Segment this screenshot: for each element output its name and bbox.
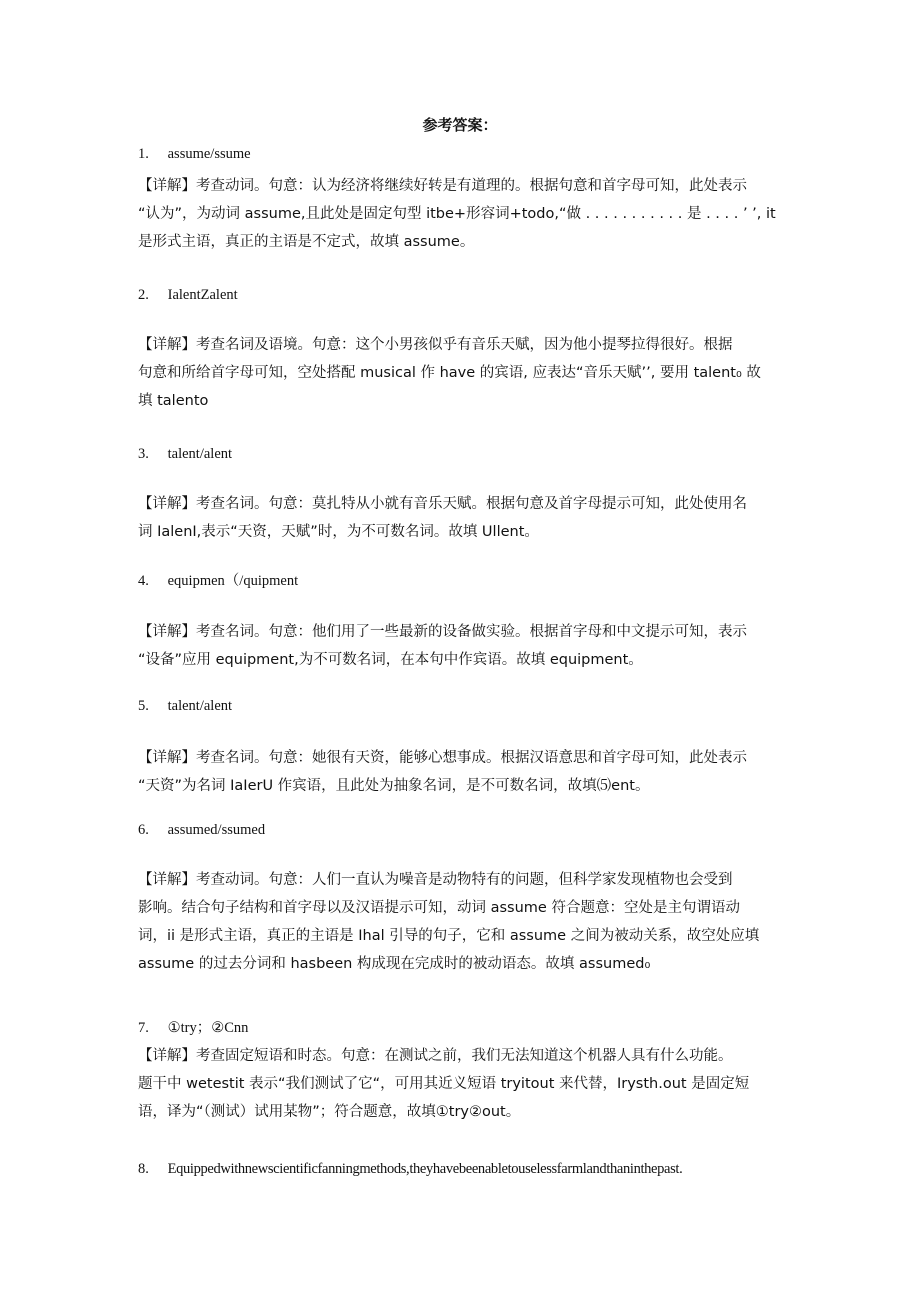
- answer-line-6: [138, 822, 265, 839]
- explanation-line: 【详解】考查动词。句意：认为经济将继续好转是有道理的。根据句意和首字母可知，此处表示: [138, 178, 747, 194]
- explanation-line: 是形式主语，真正的主语是不定式，故填 assume。: [138, 234, 475, 250]
- explanation-line: 语，译为“（测试）试用某物”；符合题意，故填①try②out。: [138, 1104, 521, 1120]
- explanation-line: “认为”，为动词 assume,且此处是固定句型 itbe+形容词+todo,“做 . . . . . . . . . . . 是 . . . . ’ ’, it: [138, 206, 776, 222]
- explanation-line: 【详解】考查名词及语境。句意：这个小男孩似乎有音乐天赋，因为他小提琴拉得很好。根据: [138, 337, 733, 353]
- explanation-line: assume 的过去分词和 hasbeen 构成现在完成时的被动语态。故填 assumed₀: [138, 956, 651, 972]
- explanation-6: [138, 866, 788, 978]
- explanation-line: 词 IalenI,表示“天资，天赋”时，为不可数名词。故填 Ullent。: [138, 524, 539, 540]
- answer-text: talent/alent: [167, 446, 233, 462]
- item-number: 8.: [138, 1161, 149, 1177]
- item-number: 4.: [138, 573, 149, 589]
- answer-line-8: [138, 1161, 682, 1178]
- explanation-line: 【详解】考查动词。句意：人们一直认为噪音是动物特有的问题，但科学家发现植物也会受到: [138, 872, 733, 888]
- answer-text: assume/ssume: [167, 146, 251, 162]
- explanation-line: 【详解】考查名词。句意：莫扎特从小就有音乐天赋。根据句意及首字母提示可知，此处使用名: [138, 496, 747, 512]
- answer-line-2: [138, 287, 238, 304]
- answer-line-1: [138, 146, 251, 163]
- explanation-7: [138, 1042, 788, 1126]
- item-number: 5.: [138, 698, 149, 714]
- explanation-line: 词，ii 是形式主语，真正的主语是 Ihal 引导的句子，它和 assume 之间为被动关系，故空处应填: [138, 928, 760, 944]
- page-title: 参考答案：: [422, 116, 498, 134]
- answer-line-5: [138, 698, 232, 715]
- answer-line-7: [138, 1016, 248, 1037]
- answer-text: assumed/ssumed: [167, 822, 266, 838]
- answer-text: IalentZalent: [167, 287, 238, 303]
- explanation-line: 题干中 wetestit 表示“我们测试了它“，可用其近义短语 tryitout 来代替，Irysth.out 是固定短: [138, 1076, 750, 1092]
- explanation-line: “天资”为名词 IaIerU 作宾语，且此处为抽象名词，是不可数名词，故填⑸ent。: [138, 778, 650, 794]
- answer-text: Equippedwithnewscientificfanningmethods,theyhavebeenabletouselessfarmlandthaninthepast.: [167, 1161, 683, 1177]
- answer-text: equipmen（/quipment: [167, 573, 299, 589]
- explanation-2: [138, 331, 788, 415]
- explanation-line: 影响。结合句子结构和首字母以及汉语提示可知，动词 assume 符合题意：空处是主句谓语动: [138, 900, 740, 916]
- explanation-3: [138, 490, 788, 546]
- explanation-line: “设备”应用 equipment,为不可数名词，在本句中作宾语。故填 equipment。: [138, 652, 643, 668]
- explanation-line: 【详解】考查名词。句意：他们用了一些最新的设备做实验。根据首字母和中文提示可知，表示: [138, 624, 747, 640]
- item-number: 2.: [138, 287, 149, 303]
- explanation-1: [138, 172, 788, 256]
- item-number: 7.: [138, 1020, 149, 1036]
- answer-text: talent/alent: [167, 698, 233, 714]
- answer-line-4: [138, 569, 298, 590]
- item-number: 3.: [138, 446, 149, 462]
- explanation-line: 【详解】考查固定短语和时态。句意：在测试之前，我们无法知道这个机器人具有什么功能。: [138, 1048, 733, 1064]
- explanation-line: 填 talento: [138, 393, 209, 409]
- item-number: 1.: [138, 146, 149, 162]
- explanation-5: [138, 744, 788, 800]
- answer-text: ①try；②Cnn: [167, 1020, 249, 1036]
- explanation-line: 句意和所给首字母可知，空处搭配 musical 作 have 的宾语, 应表达“音乐天赋’’, 要用 talent₀ 故: [138, 365, 761, 381]
- answer-line-3: [138, 446, 232, 463]
- explanation-line: 【详解】考查名词。句意：她很有天资，能够心想事成。根据汉语意思和首字母可知，此处表示: [138, 750, 747, 766]
- explanation-4: [138, 618, 788, 674]
- item-number: 6.: [138, 822, 149, 838]
